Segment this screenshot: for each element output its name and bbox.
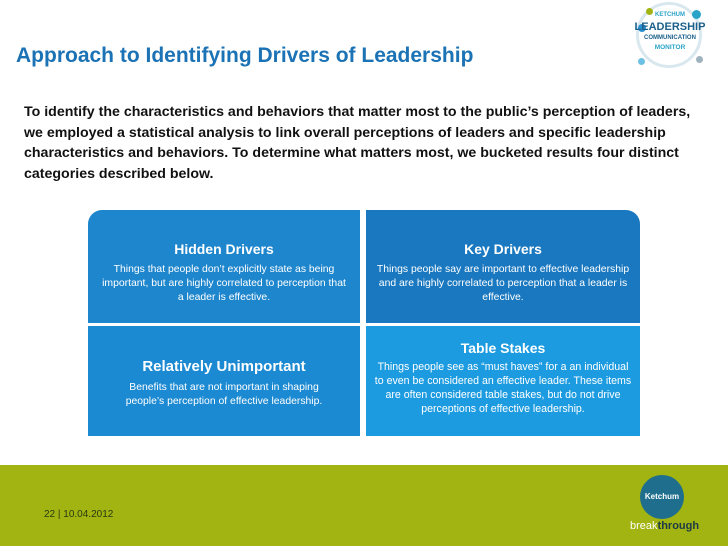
tagline-break: break (630, 520, 658, 532)
footer-bar (0, 465, 728, 546)
quadrant-description: Things that people don’t explicitly state as being important, but are highly correlated to perception that a leader is effective. (102, 264, 346, 303)
quadrant-description: Things people say are important to effective leadership and are highly correlated to perception that a leader is effective. (376, 264, 630, 303)
quadrant-title: Relatively Unimportant (142, 358, 306, 375)
quadrant-key-drivers (366, 210, 640, 323)
tagline-through: through (657, 520, 700, 532)
intro-paragraph (24, 102, 704, 184)
page-number-date: 22 | 10.04.2012 (44, 509, 114, 520)
quadrant-title: Hidden Drivers (174, 241, 274, 257)
logo-line-leadership: LEADERSHIP (634, 21, 706, 33)
logo-bubble-light (638, 58, 645, 65)
logo-bubble-grey (696, 56, 703, 63)
page-title: Approach to Identifying Drivers of Leadership (16, 44, 474, 67)
quadrant-title: Key Drivers (464, 241, 542, 257)
breakthrough-tagline (630, 520, 699, 532)
logo-line-monitor: MONITOR (654, 44, 686, 51)
quadrant-description: Benefits that are not important in shaping people’s perception of effective leadership. (125, 382, 323, 407)
quadrant-relatively-unimportant (88, 326, 360, 436)
quadrant-description: Things people see as “must haves” for a an individual to even be considered an effective leader. These items are often considered table stakes, but do not drive perceptions of effective leadership. (374, 361, 632, 415)
quadrant-table-stakes (366, 326, 640, 436)
intro-text: To identify the characteristics and behaviors that matter most to the public’s perception of leaders, we employed a statistical analysis to link overall perceptions of leaders and specific leadership characteristics and behaviors. To determine what matters most, we bucketed results four distinct categories described below. (24, 104, 691, 182)
quadrant-title: Table Stakes (460, 340, 546, 356)
quadrant-hidden-drivers (88, 210, 360, 323)
leadership-monitor-logo (622, 2, 718, 82)
logo-line-communication: COMMUNICATION (644, 35, 696, 41)
ketchum-logo: Ketchum (640, 475, 684, 519)
logo-line-ketchum: KETCHUM (655, 12, 685, 18)
